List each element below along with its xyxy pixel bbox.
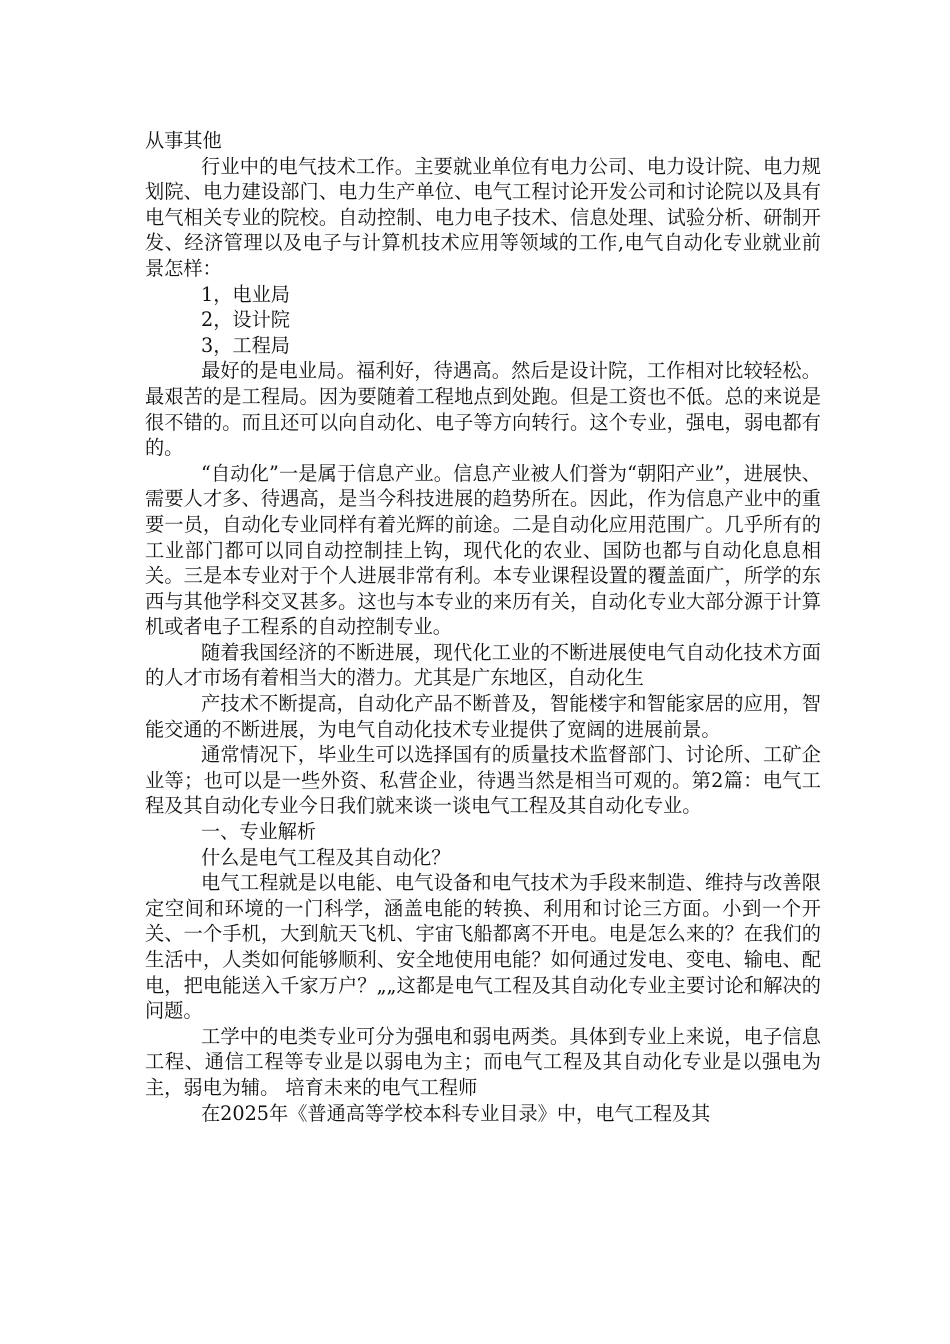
paragraph-9: 通常情况下，毕业生可以选择国有的质量技术监督部门、讨论所、工矿企业等；也可以是一些外资、私营企业，待遇当然是相当可观的。第2篇：电气工程及其自动化专业今日我们就来谈一谈电气工程及其自动化专业。	[145, 743, 821, 818]
paragraph-8: 产技术不断提高，自动化产品不断普及，智能楼宇和智能家居的应用，智能交通的不断进展，为电气自动化技术专业提供了宽阔的进展前景。	[145, 692, 821, 741]
section-heading: 一、专业解析	[201, 820, 317, 844]
paragraph-5: 最好的是电业局。福利好，待遇高。然后是设计院，工作相对比较轻松。最艰苦的是工程局。因为要随着工程地点到处跑。但是工资也不低。总的来说是很不错的。而且还可以向自动化、电子等方向转行。这个专业，强电，弱电都有的。	[145, 359, 821, 460]
list-item-1: 1，电业局	[201, 282, 290, 306]
paragraph-0: 从事其他	[145, 129, 222, 152]
paragraph-1: 行业中的电气技术工作。主要就业单位有电力公司、电力设计院、电力规划院、电力建设部门、电力生产单位、电气工程讨论开发公司和讨论院以及具有电气相关专业的院校。自动控制、电力电子技术、信息处理、试验分析、研制开发、经济管理以及电子与计算机技术应用等领域的工作,电气自动化专业就业前景怎样：	[145, 154, 821, 280]
paragraph-12: 电气工程就是以电能、电气设备和电气技术为手段来制造、维持与改善限定空间和环境的一门科学，涵盖电能的转换、利用和讨论三方面。小到一个开关、一个手机，大到航天飞机、宇宙飞船都离不开电。电是怎么来的？在我们的生活中，人类如何能够顺利、安全地使用电能？如何通过发电、变电、输电、配电，把电能送入千家万户？„„这都是电气工程及其自动化专业主要讨论和解决的问题。	[145, 871, 821, 1023]
list-item-2: 2，设计院	[201, 308, 290, 332]
section-question: 什么是电气工程及其自动化？	[201, 845, 451, 869]
paragraph-14: 在2025年《普通高等学校本科专业目录》中，电气工程及其	[201, 1101, 711, 1125]
document-body	[145, 128, 821, 1126]
paragraph-13: 工学中的电类专业可分为强电和弱电两类。具体到专业上来说，电子信息工程、通信工程等专业是以弱电为主；而电气工程及其自动化专业是以强电为主，弱电为辅。 培育未来的电气工程师	[145, 1024, 821, 1099]
paragraph-6: “自动化”一是属于信息产业。信息产业被人们誉为“朝阳产业”，进展快、需要人才多、待遇高，是当今科技进展的趋势所在。因此，作为信息产业中的重要一员，自动化专业同样有着光辉的前途。二是自动化应用范围广。几乎所有的工业部门都可以同自动控制挂上钩，现代化的农业、国防也都与自动化息息相关。三是本专业对于个人进展非常有利。本专业课程设置的覆盖面广，所学的东西与其他学科交叉甚多。这也与本专业的来历有关，自动化专业大部分源于计算机或者电子工程系的自动控制专业。	[145, 461, 821, 639]
list-item-3: 3，工程局	[201, 333, 290, 357]
paragraph-7: 随着我国经济的不断进展，现代化工业的不断进展使电气自动化技术方面的人才市场有着相当大的潜力。尤其是广东地区，自动化生	[145, 640, 821, 690]
